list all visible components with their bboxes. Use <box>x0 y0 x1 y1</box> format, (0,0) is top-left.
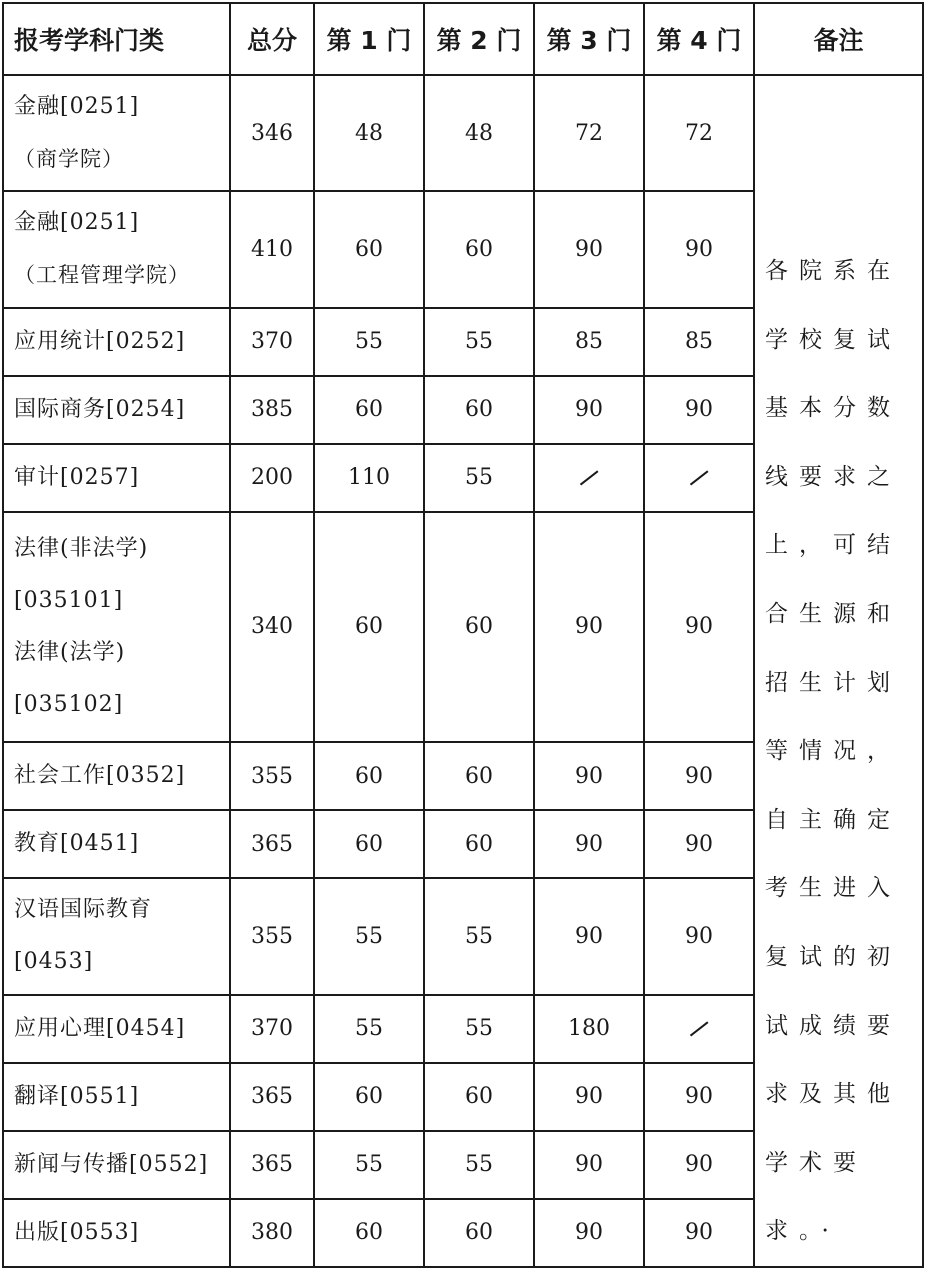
total-score-cell: 370 <box>230 995 314 1063</box>
subject-4-cell: 90 <box>644 878 754 994</box>
header-subject-2: 第 2 门 <box>424 3 534 75</box>
subject-3-cell: 90 <box>534 1199 644 1267</box>
category-cell <box>3 444 230 512</box>
subject-2-cell: 55 <box>424 444 534 512</box>
subject-2-cell: 60 <box>424 512 534 742</box>
subject-2-cell: 48 <box>424 75 534 191</box>
subject-2-cell: 60 <box>424 191 534 307</box>
subject-4-cell: 90 <box>644 742 754 810</box>
total-score-cell: 365 <box>230 810 314 878</box>
category-name-line: 汉语国际教育 <box>14 897 153 923</box>
category-cell <box>3 376 230 444</box>
subject-2-cell: 60 <box>424 1063 534 1131</box>
total-score-cell: 346 <box>230 75 314 191</box>
score-table <box>2 2 924 1268</box>
subject-2-cell: 55 <box>424 995 534 1063</box>
category-cell <box>3 1131 230 1199</box>
subject-1-cell: 60 <box>314 376 424 444</box>
remark-cell: 各院系在学校复试基本分数线要求之上，可结合生源和招生计划等情况，自主确定考生进入复试的初试成绩要求及其他学术要求。· <box>754 75 923 1267</box>
total-score-cell: 355 <box>230 742 314 810</box>
category-name-line: 社会工作[0352] <box>14 763 186 789</box>
category-name-line: 法律(非法学) <box>14 535 149 561</box>
subject-1-cell: 60 <box>314 1199 424 1267</box>
subject-3-cell: 90 <box>534 878 644 994</box>
category-cell <box>3 995 230 1063</box>
total-score-cell: 340 <box>230 512 314 742</box>
subject-1-cell: 55 <box>314 308 424 376</box>
total-score-cell: 365 <box>230 1063 314 1131</box>
subject-4-cell: 90 <box>644 376 754 444</box>
subject-1-cell: 55 <box>314 995 424 1063</box>
total-score-cell: 410 <box>230 191 314 307</box>
category-name-line: 翻译[0551] <box>14 1083 140 1109</box>
total-score-cell: 200 <box>230 444 314 512</box>
subject-1-cell: 60 <box>314 191 424 307</box>
category-cell <box>3 191 230 307</box>
category-name-line: 金融[0251] <box>14 210 140 236</box>
category-cell <box>3 1199 230 1267</box>
subject-4-cell: 90 <box>644 191 754 307</box>
category-name-line: 审计[0257] <box>14 464 140 490</box>
subject-3-cell: 180 <box>534 995 644 1063</box>
subject-3-cell <box>534 444 644 512</box>
subject-1-cell: 55 <box>314 1131 424 1199</box>
not-applicable-slash <box>690 471 708 486</box>
category-name-line: 出版[0553] <box>14 1219 140 1245</box>
header-remark: 备注 <box>754 3 923 75</box>
subject-2-cell: 55 <box>424 308 534 376</box>
category-name-line: 法律(法学) <box>14 639 126 665</box>
category-name-line: （商学院） <box>14 147 124 172</box>
category-name-line: 应用心理[0454] <box>14 1015 186 1041</box>
subject-1-cell: 60 <box>314 742 424 810</box>
subject-4-cell: 90 <box>644 810 754 878</box>
subject-4-cell: 72 <box>644 75 754 191</box>
subject-2-cell: 60 <box>424 742 534 810</box>
subject-4-cell: 85 <box>644 308 754 376</box>
subject-3-cell: 90 <box>534 1063 644 1131</box>
subject-3-cell: 72 <box>534 75 644 191</box>
subject-1-cell: 60 <box>314 810 424 878</box>
total-score-cell: 370 <box>230 308 314 376</box>
header-subject-3: 第 3 门 <box>534 3 644 75</box>
subject-2-cell: 60 <box>424 1199 534 1267</box>
category-name-line: 金融[0251] <box>14 94 140 120</box>
category-name-line: 教育[0451] <box>14 831 140 857</box>
header-subject-1: 第 1 门 <box>314 3 424 75</box>
category-cell <box>3 512 230 742</box>
subject-4-cell <box>644 444 754 512</box>
subject-3-cell: 90 <box>534 512 644 742</box>
category-name-line: [035101] <box>14 587 124 613</box>
not-applicable-slash <box>690 1022 708 1037</box>
table-body <box>3 75 923 1267</box>
subject-1-cell: 110 <box>314 444 424 512</box>
subject-3-cell: 90 <box>534 742 644 810</box>
subject-2-cell: 60 <box>424 810 534 878</box>
category-cell <box>3 810 230 878</box>
header-category: 报考学科门类 <box>3 3 230 75</box>
category-name-line: 应用统计[0252] <box>14 328 186 354</box>
subject-3-cell: 90 <box>534 1131 644 1199</box>
total-score-cell: 385 <box>230 376 314 444</box>
category-cell <box>3 878 230 994</box>
total-score-cell: 380 <box>230 1199 314 1267</box>
category-cell <box>3 742 230 810</box>
subject-1-cell: 48 <box>314 75 424 191</box>
table-row <box>3 75 923 191</box>
category-name-line: 新闻与传播[0552] <box>14 1151 209 1177</box>
subject-4-cell: 90 <box>644 1131 754 1199</box>
subject-2-cell: 55 <box>424 1131 534 1199</box>
category-name-line: （工程管理学院） <box>14 263 190 288</box>
subject-3-cell: 90 <box>534 191 644 307</box>
header-subject-4: 第 4 门 <box>644 3 754 75</box>
category-name-line: [0453] <box>14 949 94 975</box>
category-cell <box>3 75 230 191</box>
subject-4-cell <box>644 995 754 1063</box>
category-name-line: 国际商务[0254] <box>14 396 186 422</box>
category-name-line: [035102] <box>14 691 124 717</box>
subject-2-cell: 55 <box>424 878 534 994</box>
subject-3-cell: 85 <box>534 308 644 376</box>
subject-1-cell: 60 <box>314 1063 424 1131</box>
subject-4-cell: 90 <box>644 512 754 742</box>
header-total: 总分 <box>230 3 314 75</box>
total-score-cell: 355 <box>230 878 314 994</box>
category-cell <box>3 308 230 376</box>
subject-2-cell: 60 <box>424 376 534 444</box>
header-row <box>3 3 923 75</box>
subject-1-cell: 55 <box>314 878 424 994</box>
category-cell <box>3 1063 230 1131</box>
not-applicable-slash <box>580 471 598 486</box>
subject-4-cell: 90 <box>644 1063 754 1131</box>
subject-1-cell: 60 <box>314 512 424 742</box>
subject-4-cell: 90 <box>644 1199 754 1267</box>
total-score-cell: 365 <box>230 1131 314 1199</box>
subject-3-cell: 90 <box>534 810 644 878</box>
subject-3-cell: 90 <box>534 376 644 444</box>
